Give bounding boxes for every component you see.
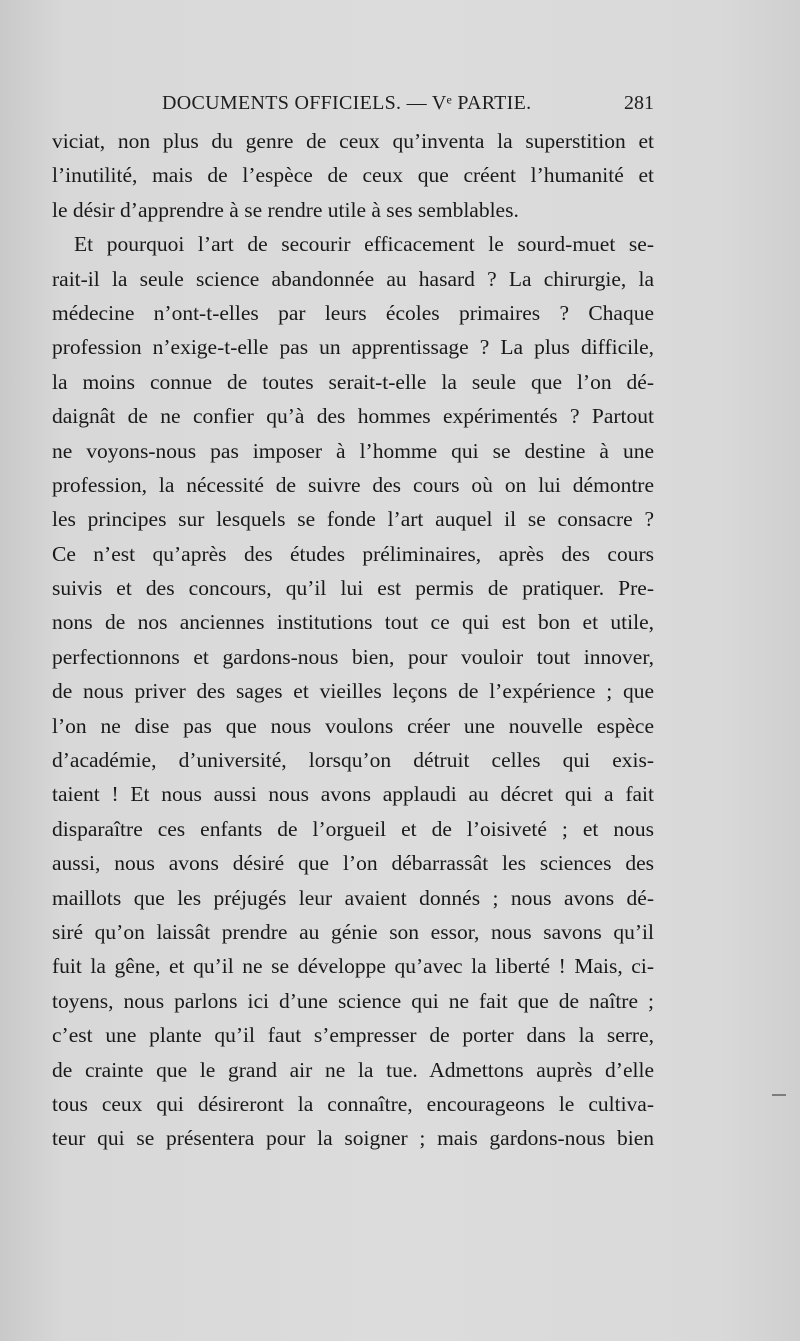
text-line: suivis et des concours, qu’il lui est permis de pratiquer. Pre- [52,576,654,601]
text-line: fuit la gêne, et qu’il ne se développe qu’avec la liberté ! Mais, ci- [52,954,654,979]
paragraph-first-line: Et pourquoi l’art de secourir efficacement le sourd-muet se- [74,232,654,257]
text-line: rait-il la seule science abandonnée au hasard ? La chirurgie, la [52,266,654,291]
text-line: c’est une plante qu’il faut s’empresser de porter dans la serre, [52,1023,654,1048]
text-line: taient ! Et nous aussi nous avons applaudi au décret qui a fait [52,782,654,807]
text-line: profession n’exige-t-elle pas un apprentissage ? La plus difficile, [52,335,654,360]
text-line: les principes sur lesquels se fonde l’art auquel il se consacre ? [52,507,654,532]
text-line: l’inutilité, mais de l’espèce de ceux que créent l’humanité et [52,163,654,188]
text-line: de nous priver des sages et vieilles leçons de l’expérience ; que [52,679,654,704]
text-line: daignât de ne confier qu’à des hommes expérimentés ? Partout [52,404,654,429]
text-line: la moins connue de toutes serait-t-elle la seule que l’on dé- [52,369,654,394]
text-line: siré qu’on laissât prendre au génie son essor, nous savons qu’il [52,919,654,944]
text-line: Ce n’est qu’après des études préliminaires, après des cours [52,541,654,566]
text-line: ne voyons-nous pas imposer à l’homme qui se destine à une [52,438,654,463]
text-line: nons de nos anciennes institutions tout ce qui est bon et utile, [52,610,654,635]
text-line: toyens, nous parlons ici d’une science qui ne fait que de naître ; [52,988,654,1013]
body-text [52,124,654,1156]
text-line: médecine n’ont-t-elles par leurs écoles primaires ? Chaque [52,300,654,325]
paragraph-end-line: le désir d’apprendre à se rendre utile à ses semblables. [52,197,519,222]
text-line: de crainte que le grand air ne la tue. Admettons auprès d’elle [52,1057,654,1082]
page-number: 281 [624,92,654,114]
text-line: d’académie, d’université, lorsqu’on détruit celles qui exis- [52,748,654,773]
running-head: DOCUMENTS OFFICIELS. — Vᵉ PARTIE. [162,92,532,114]
text-line: teur qui se présentera pour la soigner ; mais gardons-nous bien [52,1126,654,1151]
margin-mark [772,1094,786,1096]
text-line: l’on ne dise pas que nous voulons créer une nouvelle espèce [52,713,654,738]
text-line: disparaître ces enfants de l’orgueil et de l’oisiveté ; et nous [52,816,654,841]
text-line: profession, la nécessité de suivre des cours où on lui démontre [52,472,654,497]
text-line: tous ceux qui désireront la connaître, encourageons le cultiva- [52,1091,654,1116]
text-line: maillots que les préjugés leur avaient donnés ; nous avons dé- [52,885,654,910]
text-line: aussi, nous avons désiré que l’on débarrassât les sciences des [52,851,654,876]
page-header [52,92,654,122]
text-line: perfectionnons et gardons-nous bien, pour vouloir tout innover, [52,644,654,669]
text-line: viciat, non plus du genre de ceux qu’inventa la superstition et [52,129,654,153]
